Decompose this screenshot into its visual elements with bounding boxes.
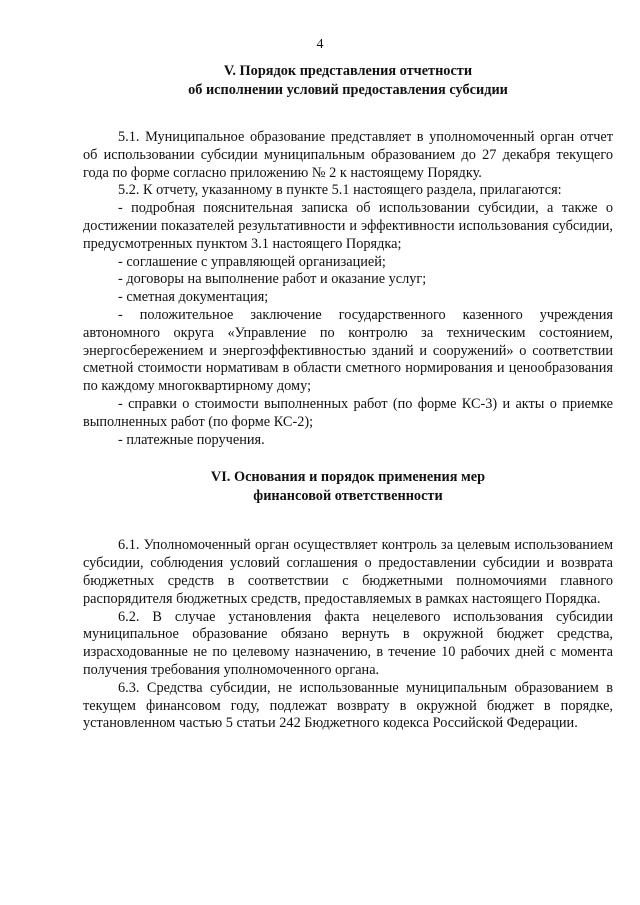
- attachment-item: - платежные поручения.: [118, 431, 265, 448]
- section-6-title-line-2: финансовой ответственности: [253, 488, 443, 505]
- paragraph-5-2: 5.2. К отчету, указанному в пункте 5.1 настоящего раздела, прилагаются:: [118, 182, 562, 199]
- section-6-heading: [83, 468, 613, 506]
- attachment-item: - положительное заключение государственного казенного учреждения автономного округа «Управление по контролю за техническим состоянием, энергосбережением и энергоэффективностью зданий и сооружений» о соответствии сметной стоимости нормативам в области сметного нормирования и ценообразования по каждому многоквартирному дому;: [83, 306, 613, 395]
- paragraph-6-1: 6.1. Уполномоченный орган осуществляет контроль за целевым использованием субсидии, соблюдения условий соглашения о предоставлении субсидии и возврата бюджетных средств в соответствии с бюджетными полномочиями главного распорядителя бюджетных средств, предоставляемых в рамках настоящего Порядка.: [83, 537, 613, 607]
- paragraph-6-2: 6.2. В случае установления факта нецелевого использования субсидии муниципальное образование обязано вернуть в окружной бюджет средства, израсходованные не по целевому назначению, в течение 10 рабочих дней с момента получения требования уполномоченного органа.: [83, 608, 613, 678]
- paragraph-6-3: 6.3. Средства субсидии, не использованные муниципальным образованием в текущем финансовом году, подлежат возврату в окружной бюджет в порядке, установленном частью 5 статьи 242 Бюджетного кодекса Российской Федерации.: [83, 679, 613, 732]
- section-6-title-line-1: VI. Основания и порядок применения мер: [210, 469, 486, 486]
- attachment-item: - соглашение с управляющей организацией;: [118, 253, 386, 270]
- section-5-title-line-1: V. Порядок представления отчетности: [223, 63, 473, 79]
- attachment-item: - подробная пояснительная записка об использовании субсидии, а также о достижении показателей результативности и эффективности использования субсидии, предусмотренных пунктом 3.1 настоящего Порядка;: [83, 200, 613, 252]
- attachment-item: - справки о стоимости выполненных работ (по форме КС-3) и акты о приемке выполненных работ (по форме КС-2);: [83, 395, 613, 430]
- section-5-heading: [83, 62, 613, 100]
- attachment-item: - сметная документация;: [118, 289, 269, 306]
- document-body: [83, 62, 613, 733]
- section-5-title-line-2: об исполнении условий предоставления субсидии: [188, 82, 508, 98]
- paragraph-5-1: 5.1. Муниципальное образование представляет в уполномоченный орган отчет об использовании субсидии муниципальным образованием до 27 декабря текущего года по форме согласно приложению № 2 к настоящему Порядку.: [83, 129, 613, 181]
- page-number: 4: [316, 37, 324, 52]
- attachment-item: - договоры на выполнение работ и оказание услуг;: [118, 271, 427, 288]
